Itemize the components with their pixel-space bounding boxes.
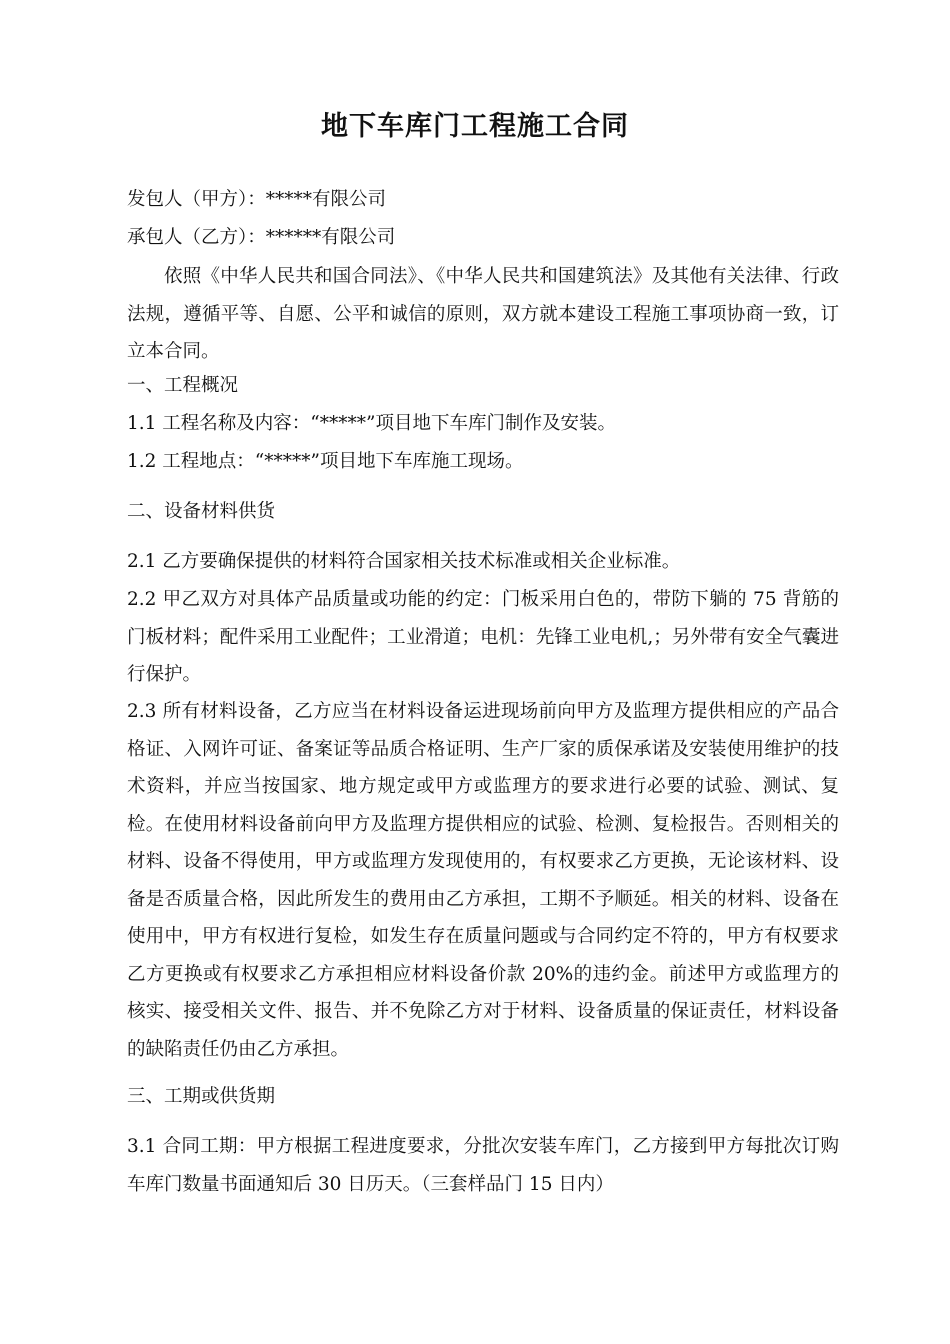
- section-heading-materials: 二、设备材料供货: [127, 501, 276, 522]
- clause-2-3: 2.3 所有材料设备，乙方应当在材料设备运进现场前向甲方及监理方提供相应的产品合格证、入网许可证、备案证等品质合格证明、生产厂家的质保承诺及安装使用维护的技术资料，并应当按国家、地方规定或甲方或监理方的要求进行必要的试验、测试、复检。在使用材料设备前向甲方及监理方提供相应的试验、检测、复检报告。否则相关的材料、设备不得使用，甲方或监理方发现使用的，有权要求乙方更换，无论该材料、设备是否质量合格，因此所发生的费用由乙方承担，工期不予顺延。相关的材料、设备在使用中，甲方有权进行复检，如发生存在质量问题或与合同约定不符的，甲方有权要求乙方更换或有权要求乙方承担相应材料设备价款 20%的违约金。前述甲方或监理方的核实、接受相关文件、报告、并不免除乙方对于材料、设备质量的保证责任，材料设备的缺陷责任仍由乙方承担。: [127, 701, 839, 1060]
- clause-3-1: 3.1 合同工期：甲方根据工程进度要求，分批次安装车库门，乙方接到甲方每批次订购车库门数量书面通知后 30 日历天。（三套样品门 15 日内）: [127, 1136, 839, 1195]
- document-title: 地下车库门工程施工合同: [321, 111, 629, 142]
- clause-1-1: 1.1 工程名称及内容：“*****”项目地下车库门制作及安装。: [127, 413, 616, 434]
- section-heading-schedule: 三、工期或供货期: [127, 1086, 276, 1107]
- party-b-line: 承包人（乙方）：******有限公司: [127, 227, 396, 248]
- party-a-line: 发包人（甲方）：*****有限公司: [127, 189, 387, 210]
- clause-2-1: 2.1 乙方要确保提供的材料符合国家相关技术标准或相关企业标准。: [127, 551, 681, 572]
- clause-2-2: 2.2 甲乙双方对具体产品质量或功能的约定：门板采用白色的，带防下躺的 75 背筋的门板材料；配件采用工业配件；工业滑道；电机：先锋工业电机,；另外带有安全气囊进行保护。: [127, 589, 839, 685]
- section-heading-overview: 一、工程概况: [127, 375, 239, 396]
- preamble-paragraph: 依照《中华人民共和国合同法》、《中华人民共和国建筑法》及其他有关法律、行政法规，遵循平等、自愿、公平和诚信的原则，双方就本建设工程施工事项协商一致，订立本合同。: [127, 266, 839, 362]
- clause-1-2: 1.2 工程地点：“*****”项目地下车库施工现场。: [127, 451, 524, 472]
